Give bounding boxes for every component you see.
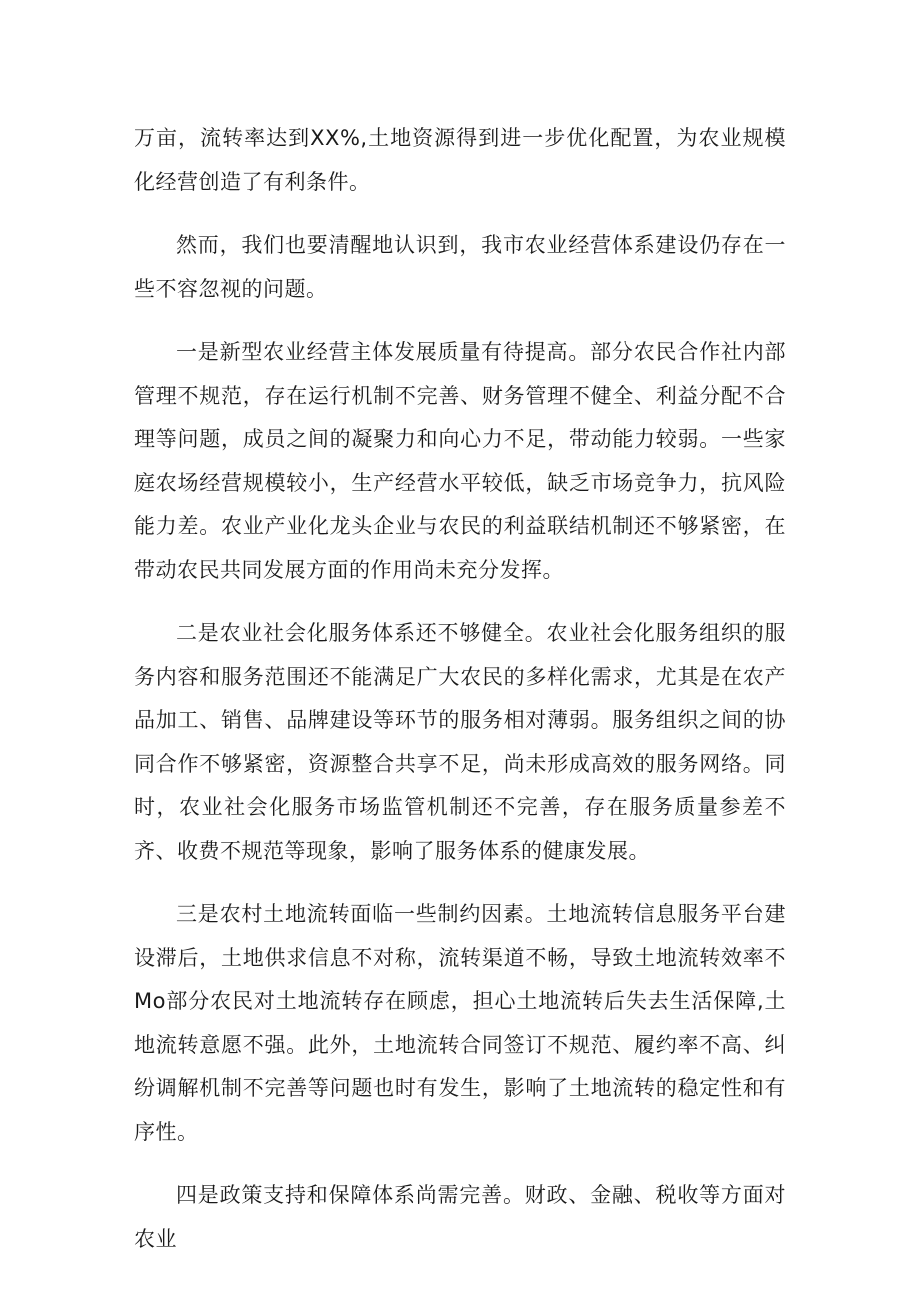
paragraph-problem-one: 一是新型农业经营主体发展质量有待提高。部分农民合作社内部管理不规范，存在运行机制不完善、财务管理不健全、利益分配不合理等问题，成员之间的凝聚力和向心力不足，带动能力较弱。一些家庭农场经营规模较小，生产经营水平较低，缺乏市场竞争力，抗风险能力差。农业产业化龙头企业与农民的利益联结机制还不够紧密，在带动农民共同发展方面的作用尚未充分发挥。 [134,340,786,582]
paragraph-problems-intro: 然而，我们也要清醒地认识到，我市农业经营体系建设仍存在一些不容忽视的问题。 [134,233,786,301]
document-body [134,117,786,1281]
paragraph-problem-three: 三是农村土地流转面临一些制约因素。土地流转信息服务平台建设滞后，土地供求信息不对称，流转渠道不畅，导致土地流转效率不Mo部分农民对土地流转存在顾虑，担心土地流转后失去生活保障,土地流转意愿不强。此外，土地流转合同签订不规范、履约率不高、纠纷调解机制不完善等问题也时有发生，影响了土地流转的稳定性和有序性。 [134,902,786,1144]
paragraph-land-transfer-conclusion: 万亩，流转率达到XX%,土地资源得到进一步优化配置，为农业规模化经营创造了有利条件。 [134,126,786,194]
paragraph-problem-two: 二是农业社会化服务体系还不够健全。农业社会化服务组织的服务内容和服务范围还不能满足广大农民的多样化需求，尤其是在农产品加工、销售、品牌建设等环节的服务相对薄弱。服务组织之间的协同合作不够紧密，资源整合共享不足，尚未形成高效的服务网络。同时，农业社会化服务市场监管机制还不完善，存在服务质量参差不齐、收费不规范等现象，影响了服务体系的健康发展。 [134,621,786,863]
paragraph-problem-four: 四是政策支持和保障体系尚需完善。财政、金融、税收等方面对农业 [134,1183,786,1251]
